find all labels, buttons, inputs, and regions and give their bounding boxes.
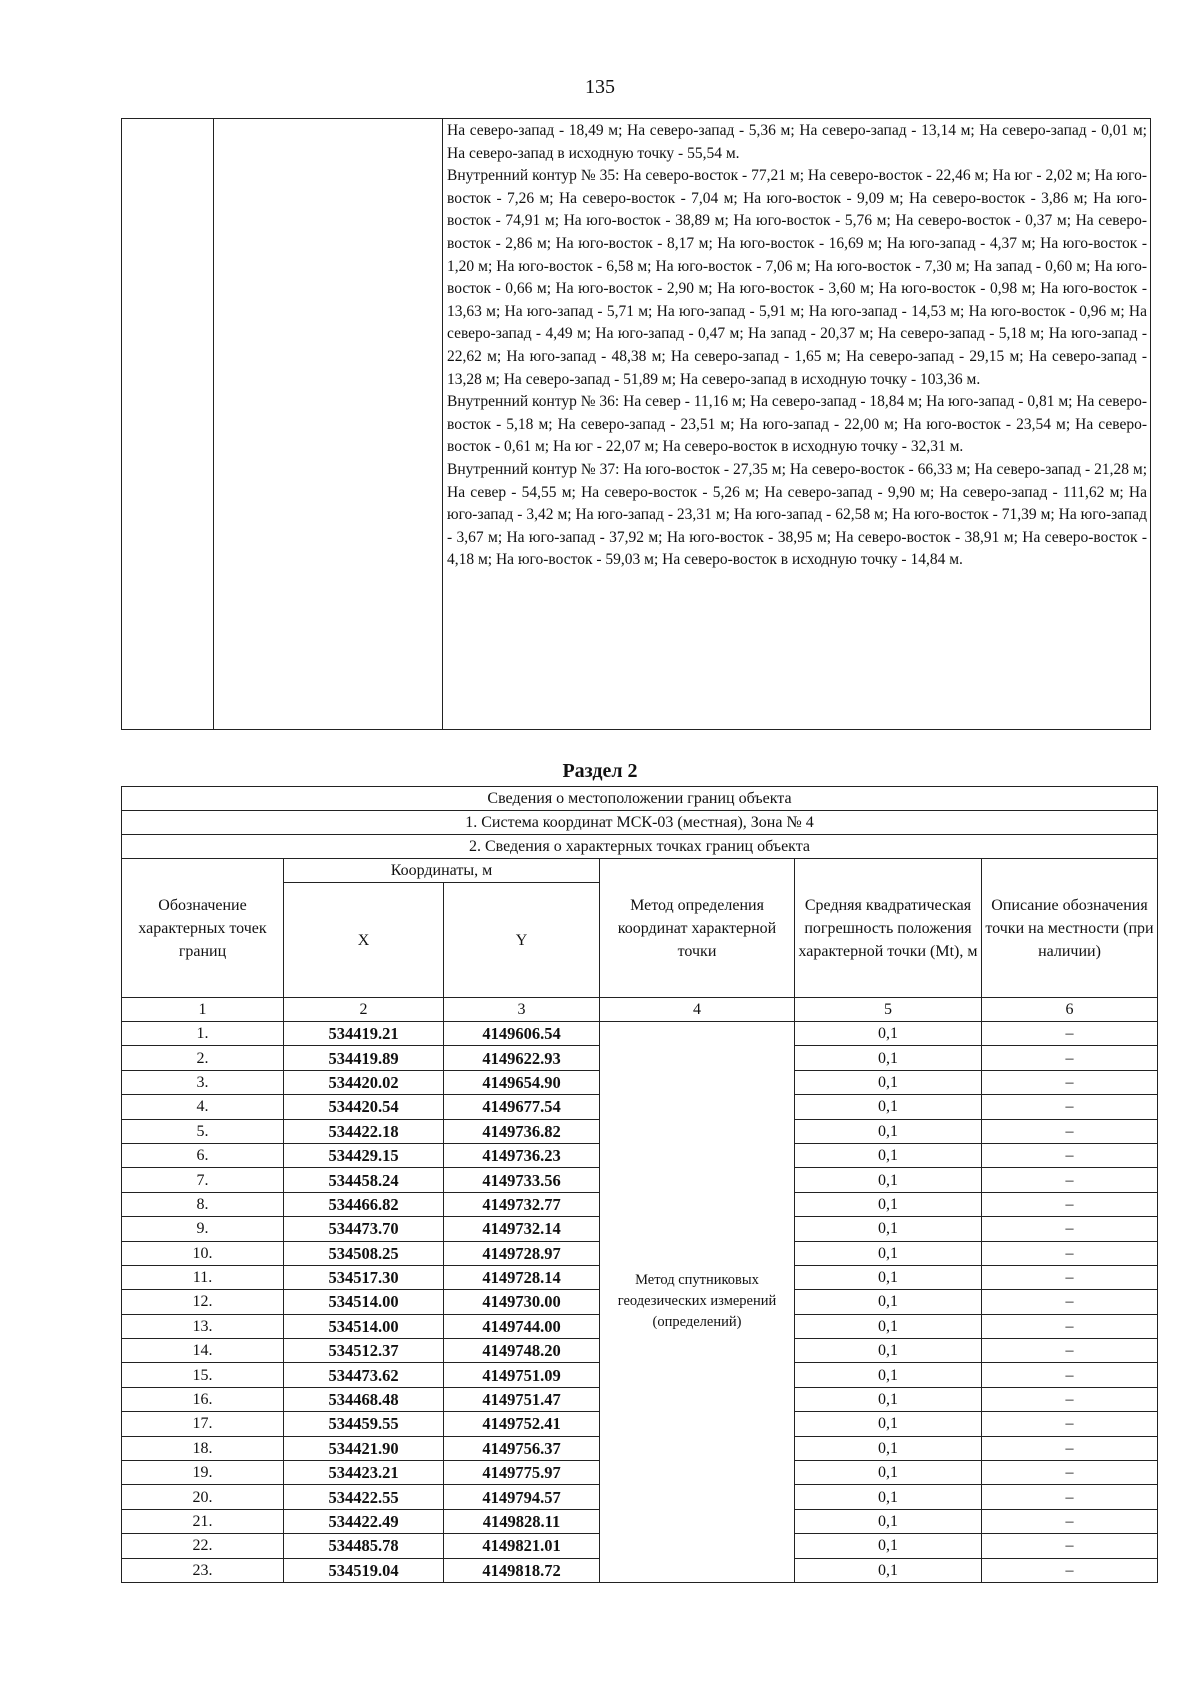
accuracy-value: 0,1 xyxy=(795,1412,982,1436)
description-value: – xyxy=(982,1241,1158,1265)
description-value: – xyxy=(982,1192,1158,1216)
description-value: – xyxy=(982,1022,1158,1046)
point-number: 9. xyxy=(122,1217,284,1241)
description-value: – xyxy=(982,1558,1158,1582)
accuracy-value: 0,1 xyxy=(795,1095,982,1119)
accuracy-value: 0,1 xyxy=(795,1217,982,1241)
accuracy-value: 0,1 xyxy=(795,1192,982,1216)
coord-x: 534517.30 xyxy=(284,1265,444,1289)
row-location: Сведения о местоположении границ объекта xyxy=(122,787,1158,811)
row-coordinate-system: 1. Система координат МСК-03 (местная), Зона № 4 xyxy=(122,811,1158,835)
accuracy-value: 0,1 xyxy=(795,1022,982,1046)
point-number: 11. xyxy=(122,1265,284,1289)
accuracy-value: 0,1 xyxy=(795,1143,982,1167)
point-number: 8. xyxy=(122,1192,284,1216)
description-value: – xyxy=(982,1339,1158,1363)
description-value: – xyxy=(982,1436,1158,1460)
coord-y: 4149732.77 xyxy=(444,1192,600,1216)
col-number: 3 xyxy=(444,998,600,1022)
header-coordinates: Координаты, м xyxy=(284,859,600,883)
description-value: – xyxy=(982,1217,1158,1241)
col-number: 6 xyxy=(982,998,1158,1022)
col-number: 1 xyxy=(122,998,284,1022)
description-value: – xyxy=(982,1265,1158,1289)
accuracy-value: 0,1 xyxy=(795,1363,982,1387)
contour-label: Внутренний контур № 37: xyxy=(447,460,620,478)
coord-y: 4149756.37 xyxy=(444,1436,600,1460)
description-value: – xyxy=(982,1168,1158,1192)
contour-table xyxy=(121,118,1151,730)
coord-x: 534422.55 xyxy=(284,1485,444,1509)
point-number: 3. xyxy=(122,1070,284,1094)
coord-x: 534421.90 xyxy=(284,1436,444,1460)
coord-x: 534512.37 xyxy=(284,1339,444,1363)
point-number: 17. xyxy=(122,1412,284,1436)
point-number: 21. xyxy=(122,1509,284,1533)
accuracy-value: 0,1 xyxy=(795,1314,982,1338)
accuracy-value: 0,1 xyxy=(795,1485,982,1509)
description-value: – xyxy=(982,1290,1158,1314)
coord-y: 4149606.54 xyxy=(444,1022,600,1046)
coord-y: 4149751.09 xyxy=(444,1363,600,1387)
coord-x: 534419.21 xyxy=(284,1022,444,1046)
col-number: 5 xyxy=(795,998,982,1022)
coord-x: 534466.82 xyxy=(284,1192,444,1216)
point-number: 2. xyxy=(122,1046,284,1070)
description-value: – xyxy=(982,1314,1158,1338)
coord-y: 4149818.72 xyxy=(444,1558,600,1582)
point-number: 22. xyxy=(122,1534,284,1558)
point-number: 12. xyxy=(122,1290,284,1314)
point-number: 1. xyxy=(122,1022,284,1046)
coord-y: 4149775.97 xyxy=(444,1461,600,1485)
coord-x: 534473.62 xyxy=(284,1363,444,1387)
header-description: Описание обозначения точки на местности (при наличии) xyxy=(982,859,1158,998)
coord-x: 534485.78 xyxy=(284,1534,444,1558)
accuracy-value: 0,1 xyxy=(795,1070,982,1094)
coord-x: 534419.89 xyxy=(284,1046,444,1070)
coord-y: 4149732.14 xyxy=(444,1217,600,1241)
coord-x: 534468.48 xyxy=(284,1387,444,1411)
contour-outer-continuation xyxy=(447,120,1147,165)
accuracy-value: 0,1 xyxy=(795,1046,982,1070)
coord-x: 534420.54 xyxy=(284,1095,444,1119)
page-number: 135 xyxy=(585,76,615,98)
description-value: – xyxy=(982,1143,1158,1167)
coord-x: 534514.00 xyxy=(284,1290,444,1314)
point-number: 10. xyxy=(122,1241,284,1265)
contour-table-col-2 xyxy=(214,119,443,730)
contour-36 xyxy=(447,391,1147,459)
table-row xyxy=(122,1022,1158,1046)
coord-y: 4149821.01 xyxy=(444,1534,600,1558)
boundary-points-table xyxy=(121,786,1158,1583)
accuracy-value: 0,1 xyxy=(795,1461,982,1485)
coord-x: 534459.55 xyxy=(284,1412,444,1436)
description-value: – xyxy=(982,1412,1158,1436)
accuracy-value: 0,1 xyxy=(795,1387,982,1411)
description-value: – xyxy=(982,1119,1158,1143)
contour-label: Внутренний контур № 36: xyxy=(447,393,620,411)
header-accuracy: Средняя квадратическая погрешность положения характерной точки (Mt), м xyxy=(795,859,982,998)
coord-y: 4149728.14 xyxy=(444,1265,600,1289)
coord-y: 4149744.00 xyxy=(444,1314,600,1338)
accuracy-value: 0,1 xyxy=(795,1168,982,1192)
coord-x: 534514.00 xyxy=(284,1314,444,1338)
accuracy-value: 0,1 xyxy=(795,1558,982,1582)
description-value: – xyxy=(982,1534,1158,1558)
coord-y: 4149751.47 xyxy=(444,1387,600,1411)
coord-x: 534420.02 xyxy=(284,1070,444,1094)
coord-x: 534473.70 xyxy=(284,1217,444,1241)
point-number: 4. xyxy=(122,1095,284,1119)
accuracy-value: 0,1 xyxy=(795,1290,982,1314)
coord-y: 4149828.11 xyxy=(444,1509,600,1533)
coord-y: 4149736.82 xyxy=(444,1119,600,1143)
accuracy-value: 0,1 xyxy=(795,1265,982,1289)
accuracy-value: 0,1 xyxy=(795,1241,982,1265)
section-title: Раздел 2 xyxy=(562,760,638,782)
point-number: 6. xyxy=(122,1143,284,1167)
description-value: – xyxy=(982,1070,1158,1094)
method-value: Метод спутниковых геодезических измерений (определений) xyxy=(600,1022,795,1583)
coord-y: 4149752.41 xyxy=(444,1412,600,1436)
coord-x: 534422.49 xyxy=(284,1509,444,1533)
coord-x: 534422.18 xyxy=(284,1119,444,1143)
col-number: 4 xyxy=(600,998,795,1022)
description-value: – xyxy=(982,1509,1158,1533)
contour-label: Внутренний контур № 35: xyxy=(447,167,620,185)
coord-y: 4149654.90 xyxy=(444,1070,600,1094)
point-number: 14. xyxy=(122,1339,284,1363)
contour-37 xyxy=(447,459,1147,572)
accuracy-value: 0,1 xyxy=(795,1119,982,1143)
description-value: – xyxy=(982,1461,1158,1485)
header-method: Метод определения координат характерной точки xyxy=(600,859,795,998)
row-points-heading: 2. Сведения о характерных точках границ объекта xyxy=(122,835,1158,859)
contour-text: На северо-запад - 18,49 м; На северо-запад - 5,36 м; На северо-запад - 13,14 м; На северо-запад - 0,01 м; На северо-запад в исходную точку - 55,54 м. xyxy=(447,122,1147,162)
coord-y: 4149748.20 xyxy=(444,1339,600,1363)
coord-x: 534508.25 xyxy=(284,1241,444,1265)
col-number: 2 xyxy=(284,998,444,1022)
header-y: Y xyxy=(444,883,600,998)
point-number: 5. xyxy=(122,1119,284,1143)
coord-y: 4149622.93 xyxy=(444,1046,600,1070)
description-value: – xyxy=(982,1387,1158,1411)
accuracy-value: 0,1 xyxy=(795,1436,982,1460)
contour-text: На северо-восток - 77,21 м; На северо-восток - 22,46 м; На юг - 2,02 м; На юго-восток - 7,26 м; На северо-восток - 7,04 м; На юго-восток - 9,09 м; На северо-восток - 3,86 м; На юго-восток - 74,91 м; На юго-восток - 38,89 м; На юго-восток - 5,76 м; На северо-восток - 0,37 м; На северо-восток - 2,86 м; На юго-восток - 8,17 м; На юго-восток - 16,69 м; На юго-запад - 4,37 м; На юго-восток - 1,20 м; На юго-восток - 6,58 м; На юго-восток - 7,06 м; На юго-восток - 7,30 м; На запад - 0,60 м; На юго-восток - 0,66 м; На юго-восток - 2,90 м; На юго-восток - 3,60 м; На юго-восток - 0,98 м; На юго-восток - 13,63 м; На юго-запад - 5,71 м; На юго-запад - 5,91 м; На юго-запад - 14,53 м; На юго-восток - 0,96 м; На северо-запад - 4,49 м; На юго-запад - 0,47 м; На запад - 20,37 м; На северо-запад - 5,18 м; На юго-запад - 22,62 м; На юго-запад - 48,38 м; На северо-запад - 1,65 м; На северо-запад - 29,15 м; На северо-запад - 13,28 м; На северо-запад - 51,89 м; На северо-запад в исходную точку - 103,36 м. xyxy=(447,167,1147,388)
point-number: 20. xyxy=(122,1485,284,1509)
point-number: 7. xyxy=(122,1168,284,1192)
coord-y: 4149728.97 xyxy=(444,1241,600,1265)
accuracy-value: 0,1 xyxy=(795,1339,982,1363)
coord-y: 4149733.56 xyxy=(444,1168,600,1192)
point-number: 13. xyxy=(122,1314,284,1338)
point-number: 19. xyxy=(122,1461,284,1485)
contour-table-col-1 xyxy=(122,119,214,730)
coord-y: 4149677.54 xyxy=(444,1095,600,1119)
coord-y: 4149730.00 xyxy=(444,1290,600,1314)
contour-text: На север - 11,16 м; На северо-запад - 18,84 м; На юго-запад - 0,81 м; На северо-восток - 5,18 м; На северо-запад - 23,51 м; На юго-запад - 22,00 м; На юго-восток - 23,54 м; На северо-восток - 0,61 м; На юг - 22,07 м; На северо-восток в исходную точку - 32,31 м. xyxy=(447,393,1147,456)
point-number: 16. xyxy=(122,1387,284,1411)
coord-y: 4149736.23 xyxy=(444,1143,600,1167)
description-value: – xyxy=(982,1363,1158,1387)
header-designation: Обозначение характерных точек границ xyxy=(122,859,284,998)
coord-x: 534458.24 xyxy=(284,1168,444,1192)
accuracy-value: 0,1 xyxy=(795,1534,982,1558)
point-number: 15. xyxy=(122,1363,284,1387)
coord-x: 534519.04 xyxy=(284,1558,444,1582)
header-x: X xyxy=(284,883,444,998)
contour-35 xyxy=(447,165,1147,391)
point-number: 23. xyxy=(122,1558,284,1582)
coord-x: 534423.21 xyxy=(284,1461,444,1485)
contour-text: На юго-восток - 27,35 м; На северо-восток - 66,33 м; На северо-запад - 21,28 м; На север - 54,55 м; На северо-восток - 5,26 м; На северо-запад - 9,90 м; На северо-запад - 111,62 м; На юго-запад - 3,42 м; На юго-запад - 23,31 м; На юго-запад - 62,58 м; На юго-восток - 71,39 м; На юго-запад - 3,67 м; На юго-запад - 37,92 м; На юго-восток - 38,95 м; На северо-восток - 38,91 м; На северо-восток - 4,18 м; На юго-восток - 59,03 м; На северо-восток в исходную точку - 14,84 м. xyxy=(447,460,1148,569)
description-value: – xyxy=(982,1485,1158,1509)
description-value: – xyxy=(982,1046,1158,1070)
contour-descriptions xyxy=(443,119,1151,730)
accuracy-value: 0,1 xyxy=(795,1509,982,1533)
point-number: 18. xyxy=(122,1436,284,1460)
coord-y: 4149794.57 xyxy=(444,1485,600,1509)
coord-x: 534429.15 xyxy=(284,1143,444,1167)
description-value: – xyxy=(982,1095,1158,1119)
